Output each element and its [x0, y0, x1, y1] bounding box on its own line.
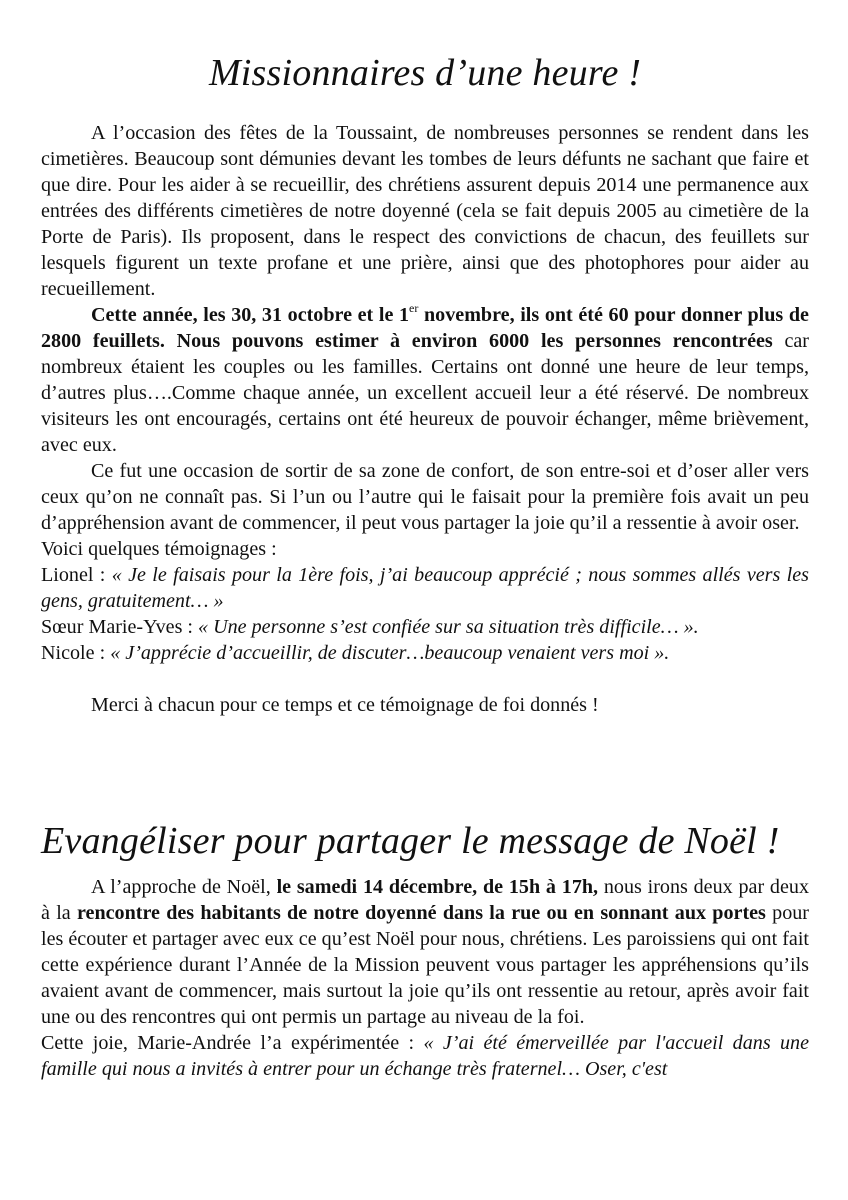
testimony-name: Nicole : [41, 642, 111, 664]
testimony-quote: « J’ai été émerveillée par l'accueil dans une famille qui nous a invités à entrer pour un échange très fraternel… Oser, c'est [41, 1032, 809, 1080]
testimony-quote: « J’apprécie d’accueillir, de discuter…beaucoup venaient vers moi ». [110, 642, 670, 664]
paragraph-noel [41, 874, 809, 1030]
section-title-evangeliser: Evangéliser pour partager le message de Noël ! [41, 820, 780, 862]
testimony-name: Sœur Marie-Yves : [41, 616, 199, 638]
section-missionnaires-body [41, 120, 809, 718]
spacer [41, 666, 809, 692]
testimony-lionel [41, 562, 809, 614]
bold-figures: novembre, ils ont été 60 pour donner plus de 2800 feuillets. Nous pouvons estimer à environ 6000 les personnes rencontrées [41, 304, 809, 352]
text-run: Cette joie, Marie-Andrée l’a expérimentée : [41, 1032, 424, 1054]
testimony-quote: « Je le faisais pour la 1ère fois, j’ai beaucoup apprécié ; nous sommes allés vers les gens, gratuitement… » [41, 564, 809, 612]
paragraph-thanks: Merci à chacun pour ce temps et ce témoignage de foi donnés ! [91, 694, 599, 716]
section-evangeliser-body [41, 874, 809, 1082]
bold-encounter: rencontre des habitants de notre doyenné dans la rue ou en sonnant aux portes [76, 902, 766, 924]
text-run: pour les écouter et partager avec eux ce qu’est Noël pour nous, chrétiens. Les paroissiens qui ont fait cette expérience durant l’Année de la Mission peuvent vous partager les appréhensions qu’ils avaient avant de commencer, mais surtout la joie qu’ils ont ressentie au retour, après avoir fait une ou des rencontres qui ont permis un partage au niveau de la foi. [41, 902, 809, 1028]
testimony-nicole [41, 640, 809, 666]
bold-dates: Cette année, les 30, 31 octobre et le 1 [91, 304, 410, 326]
paragraph-this-year [41, 302, 809, 458]
testimonies-intro: Voici quelques témoignages : [41, 538, 277, 560]
testimony-quote: « Une personne s’est confiée sur sa situation très difficile… ». [198, 616, 699, 638]
paragraph-comfort-zone: Ce fut une occasion de sortir de sa zone de confort, de son entre-soi et d’oser aller vers ceux qu’on ne connaît pas. Si l’un ou l’autre qui le faisait pour la première fois avait un peu d’appréhension avant de commencer, il peut vous partager la joie qu’il a ressentie à avoir oser. [41, 460, 809, 534]
superscript-er: er [409, 301, 419, 315]
bold-date-time: le samedi 14 décembre, de 15h à 17h, [276, 876, 599, 898]
section-title-missionnaires: Missionnaires d’une heure ! [208, 52, 642, 94]
paragraph-toussaint: A l’occasion des fêtes de la Toussaint, de nombreuses personnes se rendent dans les cimetières. Beaucoup sont démunies devant les tombes de leurs défunts ne sachant que faire et que dire. Pour les aider à se recueillir, des chrétiens assurent depuis 2014 une permanence aux entrées des différents cimetières de notre doyenné (cela se fait depuis 2005 au cimetière de la Porte de Paris). Ils proposent, dans le respect des convictions de chacun, des feuillets sur lesquels figurent un texte profane et une prière, ainsi que des photophores pour aider au recueillement. [41, 122, 809, 300]
testimony-marie-yves [41, 614, 809, 640]
paragraph-this-year-rest: car nombreux étaient les couples ou les familles. Certains ont donné une heure de leur temps, d’autres plus….Comme chaque année, un excellent accueil leur a été réservé. De nombreux visiteurs les ont encouragés, certains ont été heureux de pouvoir échanger, même brièvement, avec eux. [41, 330, 809, 456]
text-run: A l’approche de Noël, [91, 876, 277, 898]
paragraph-marie-andree [41, 1030, 809, 1082]
testimony-name: Lionel : [41, 564, 112, 586]
text-run: nous irons deux par deux à la [41, 876, 809, 924]
